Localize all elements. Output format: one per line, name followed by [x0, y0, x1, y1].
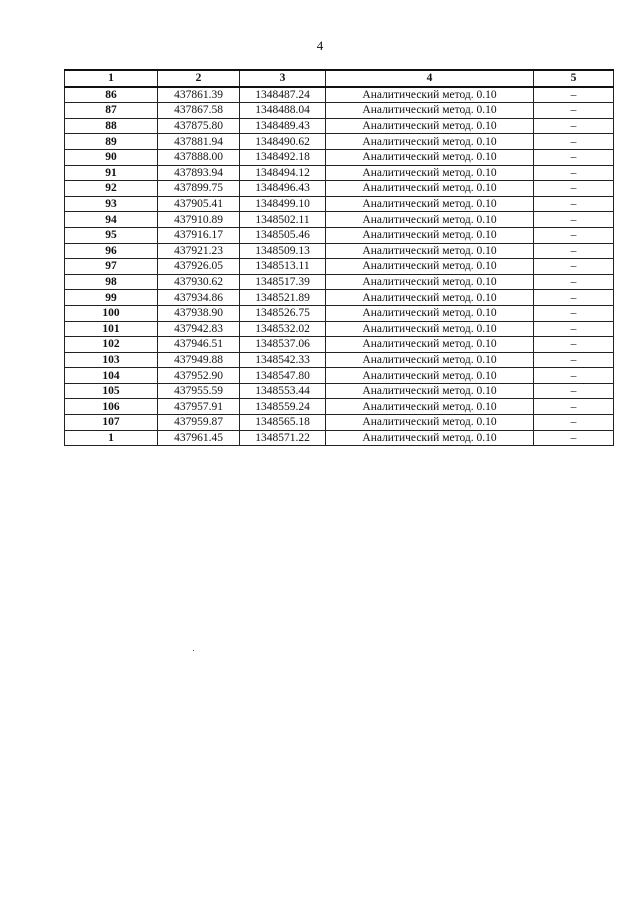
coordinates-table	[64, 69, 614, 446]
point-number-cell: 106	[65, 399, 158, 415]
point-number-cell: 102	[65, 337, 158, 353]
note-cell: –	[534, 290, 614, 306]
method-cell: Аналитический метод. 0.10	[326, 103, 534, 119]
x-coordinate-cell: 437959.87	[158, 415, 240, 431]
table-row	[65, 352, 614, 368]
x-coordinate-cell: 437957.91	[158, 399, 240, 415]
header-cell-3: 3	[240, 70, 326, 87]
point-number-cell: 88	[65, 118, 158, 134]
method-cell: Аналитический метод. 0.10	[326, 259, 534, 275]
header-row	[65, 70, 614, 87]
x-coordinate-cell: 437905.41	[158, 196, 240, 212]
note-cell: –	[534, 243, 614, 259]
note-cell: –	[534, 149, 614, 165]
point-number-cell: 105	[65, 383, 158, 399]
table-row	[65, 196, 614, 212]
note-cell: –	[534, 305, 614, 321]
note-cell: –	[534, 399, 614, 415]
method-cell: Аналитический метод. 0.10	[326, 290, 534, 306]
x-coordinate-cell: 437961.45	[158, 430, 240, 446]
y-coordinate-cell: 1348492.18	[240, 149, 326, 165]
x-coordinate-cell: 437875.80	[158, 118, 240, 134]
x-coordinate-cell: 437942.83	[158, 321, 240, 337]
point-number-cell: 97	[65, 259, 158, 275]
note-cell: –	[534, 165, 614, 181]
table-header	[65, 70, 614, 87]
x-coordinate-cell: 437926.05	[158, 259, 240, 275]
table-row	[65, 103, 614, 119]
point-number-cell: 1	[65, 430, 158, 446]
header-cell-4: 4	[326, 70, 534, 87]
y-coordinate-cell: 1348547.80	[240, 368, 326, 384]
note-cell: –	[534, 118, 614, 134]
method-cell: Аналитический метод. 0.10	[326, 118, 534, 134]
table-row	[65, 134, 614, 150]
table-row	[65, 399, 614, 415]
x-coordinate-cell: 437946.51	[158, 337, 240, 353]
note-cell: –	[534, 212, 614, 228]
table-row	[65, 118, 614, 134]
method-cell: Аналитический метод. 0.10	[326, 227, 534, 243]
method-cell: Аналитический метод. 0.10	[326, 430, 534, 446]
table-row	[65, 274, 614, 290]
method-cell: Аналитический метод. 0.10	[326, 149, 534, 165]
y-coordinate-cell: 1348537.06	[240, 337, 326, 353]
x-coordinate-cell: 437938.90	[158, 305, 240, 321]
table-row	[65, 337, 614, 353]
note-cell: –	[534, 430, 614, 446]
y-coordinate-cell: 1348490.62	[240, 134, 326, 150]
table-row	[65, 305, 614, 321]
y-coordinate-cell: 1348542.33	[240, 352, 326, 368]
table-row	[65, 430, 614, 446]
header-cell-2: 2	[158, 70, 240, 87]
table-row	[65, 149, 614, 165]
y-coordinate-cell: 1348559.24	[240, 399, 326, 415]
table-body	[65, 87, 614, 446]
method-cell: Аналитический метод. 0.10	[326, 415, 534, 431]
point-number-cell: 94	[65, 212, 158, 228]
table-row	[65, 321, 614, 337]
x-coordinate-cell: 437867.58	[158, 103, 240, 119]
point-number-cell: 104	[65, 368, 158, 384]
point-number-cell: 91	[65, 165, 158, 181]
method-cell: Аналитический метод. 0.10	[326, 243, 534, 259]
method-cell: Аналитический метод. 0.10	[326, 337, 534, 353]
y-coordinate-cell: 1348526.75	[240, 305, 326, 321]
method-cell: Аналитический метод. 0.10	[326, 181, 534, 197]
method-cell: Аналитический метод. 0.10	[326, 399, 534, 415]
scan-speck	[193, 650, 194, 651]
point-number-cell: 101	[65, 321, 158, 337]
method-cell: Аналитический метод. 0.10	[326, 196, 534, 212]
x-coordinate-cell: 437952.90	[158, 368, 240, 384]
point-number-cell: 96	[65, 243, 158, 259]
x-coordinate-cell: 437881.94	[158, 134, 240, 150]
method-cell: Аналитический метод. 0.10	[326, 305, 534, 321]
note-cell: –	[534, 196, 614, 212]
note-cell: –	[534, 337, 614, 353]
method-cell: Аналитический метод. 0.10	[326, 352, 534, 368]
y-coordinate-cell: 1348488.04	[240, 103, 326, 119]
note-cell: –	[534, 259, 614, 275]
method-cell: Аналитический метод. 0.10	[326, 134, 534, 150]
note-cell: –	[534, 383, 614, 399]
page-number: 4	[316, 38, 324, 53]
point-number-cell: 107	[65, 415, 158, 431]
y-coordinate-cell: 1348499.10	[240, 196, 326, 212]
note-cell: –	[534, 321, 614, 337]
method-cell: Аналитический метод. 0.10	[326, 383, 534, 399]
point-number-cell: 103	[65, 352, 158, 368]
x-coordinate-cell: 437955.59	[158, 383, 240, 399]
y-coordinate-cell: 1348521.89	[240, 290, 326, 306]
note-cell: –	[534, 274, 614, 290]
y-coordinate-cell: 1348517.39	[240, 274, 326, 290]
method-cell: Аналитический метод. 0.10	[326, 165, 534, 181]
y-coordinate-cell: 1348532.02	[240, 321, 326, 337]
x-coordinate-cell: 437930.62	[158, 274, 240, 290]
note-cell: –	[534, 415, 614, 431]
point-number-cell: 86	[65, 87, 158, 103]
note-cell: –	[534, 103, 614, 119]
method-cell: Аналитический метод. 0.10	[326, 274, 534, 290]
method-cell: Аналитический метод. 0.10	[326, 87, 534, 103]
point-number-cell: 93	[65, 196, 158, 212]
note-cell: –	[534, 368, 614, 384]
x-coordinate-cell: 437916.17	[158, 227, 240, 243]
header-cell-1: 1	[65, 70, 158, 87]
y-coordinate-cell: 1348487.24	[240, 87, 326, 103]
table-row	[65, 87, 614, 103]
note-cell: –	[534, 352, 614, 368]
y-coordinate-cell: 1348505.46	[240, 227, 326, 243]
point-number-cell: 95	[65, 227, 158, 243]
method-cell: Аналитический метод. 0.10	[326, 212, 534, 228]
y-coordinate-cell: 1348553.44	[240, 383, 326, 399]
y-coordinate-cell: 1348571.22	[240, 430, 326, 446]
note-cell: –	[534, 181, 614, 197]
y-coordinate-cell: 1348565.18	[240, 415, 326, 431]
point-number-cell: 89	[65, 134, 158, 150]
table-row	[65, 212, 614, 228]
table-row	[65, 259, 614, 275]
y-coordinate-cell: 1348509.13	[240, 243, 326, 259]
point-number-cell: 92	[65, 181, 158, 197]
point-number-cell: 100	[65, 305, 158, 321]
note-cell: –	[534, 227, 614, 243]
table-row	[65, 165, 614, 181]
table-row	[65, 415, 614, 431]
y-coordinate-cell: 1348496.43	[240, 181, 326, 197]
point-number-cell: 87	[65, 103, 158, 119]
y-coordinate-cell: 1348489.43	[240, 118, 326, 134]
point-number-cell: 98	[65, 274, 158, 290]
header-cell-5: 5	[534, 70, 614, 87]
x-coordinate-cell: 437861.39	[158, 87, 240, 103]
table-row	[65, 290, 614, 306]
method-cell: Аналитический метод. 0.10	[326, 321, 534, 337]
x-coordinate-cell: 437921.23	[158, 243, 240, 259]
table-row	[65, 368, 614, 384]
point-number-cell: 99	[65, 290, 158, 306]
y-coordinate-cell: 1348502.11	[240, 212, 326, 228]
x-coordinate-cell: 437910.89	[158, 212, 240, 228]
table-row	[65, 227, 614, 243]
note-cell: –	[534, 87, 614, 103]
y-coordinate-cell: 1348513.11	[240, 259, 326, 275]
note-cell: –	[534, 134, 614, 150]
x-coordinate-cell: 437899.75	[158, 181, 240, 197]
x-coordinate-cell: 437888.00	[158, 149, 240, 165]
y-coordinate-cell: 1348494.12	[240, 165, 326, 181]
x-coordinate-cell: 437893.94	[158, 165, 240, 181]
table-row	[65, 383, 614, 399]
x-coordinate-cell: 437934.86	[158, 290, 240, 306]
table-row	[65, 181, 614, 197]
x-coordinate-cell: 437949.88	[158, 352, 240, 368]
method-cell: Аналитический метод. 0.10	[326, 368, 534, 384]
table-row	[65, 243, 614, 259]
point-number-cell: 90	[65, 149, 158, 165]
